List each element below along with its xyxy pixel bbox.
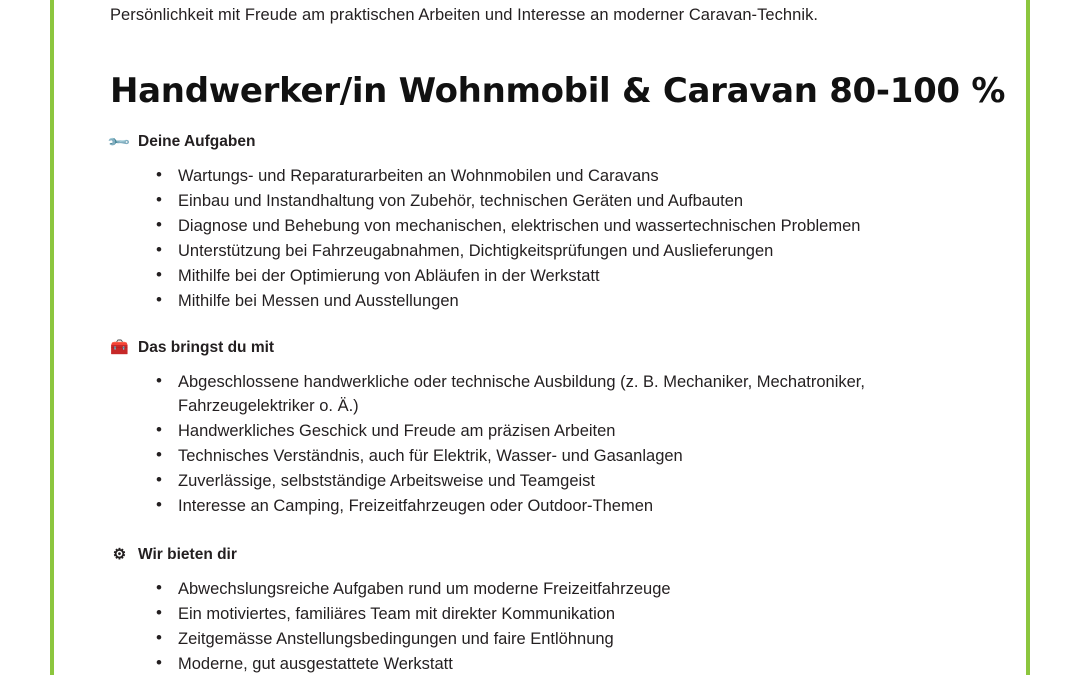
wrench-icon: 🔧 [110,135,129,150]
list-item: • Handwerkliches Geschick und Freude am präzisen Arbeiten [110,419,990,444]
section-heading [110,133,990,151]
section-das-bringst-du-mit [110,339,990,519]
list-item: • Abwechslungsreiche Aufgaben rund um moderne Freizeitfahrzeuge [110,577,990,602]
list-item: • Zuverlässige, selbstständige Arbeitsweise und Teamgeist [110,469,990,494]
list-item: • Wartungs- und Reparaturarbeiten an Wohnmobilen und Caravans [110,164,990,189]
list-item: • Mithilfe bei der Optimierung von Abläufen in der Werkstatt [110,264,990,289]
document-content [110,0,990,675]
left-accent-rule [50,0,54,675]
page-title: Handwerker/in Wohnmobil & Caravan 80-100 % [110,71,990,111]
gear-icon: ⚙ [110,547,129,562]
section-heading [110,339,990,357]
bullet-list [110,577,990,676]
section-heading-label: Deine Aufgaben [138,133,255,151]
toolbox-icon: 🧰 [110,340,129,355]
list-item: • Diagnose und Behebung von mechanischen, elektrischen und wassertechnischen Problemen [110,214,990,239]
list-item: • Moderne, gut ausgestattete Werkstatt [110,652,990,676]
list-item: • Mithilfe bei Messen und Ausstellungen [110,289,990,314]
section-deine-aufgaben [110,133,990,314]
list-item: • Einbau und Instandhaltung von Zubehör, technischen Geräten und Aufbauten [110,189,990,214]
list-item: • Abgeschlossene handwerkliche oder technische Ausbildung (z. B. Mechaniker, Mechatroniker, Fahrzeugelektriker o. Ä.) [110,370,990,419]
list-item: • Technisches Verständnis, auch für Elektrik, Wasser- und Gasanlagen [110,444,990,469]
right-accent-rule [1026,0,1030,675]
list-item: • Zeitgemässe Anstellungsbedingungen und faire Entlöhnung [110,627,990,652]
bullet-list [110,370,990,519]
section-heading [110,546,990,564]
list-item: • Interesse an Camping, Freizeitfahrzeugen oder Outdoor-Themen [110,494,990,519]
list-item: • Unterstützung bei Fahrzeugabnahmen, Dichtigkeitsprüfungen und Auslieferungen [110,239,990,264]
section-heading-label: Das bringst du mit [138,339,274,357]
section-heading-label: Wir bieten dir [138,546,237,564]
bullet-list [110,164,990,314]
intro-paragraph: Persönlichkeit mit Freude am praktischen Arbeiten und Interesse an moderner Caravan-Technik. [110,0,990,26]
section-wir-bieten-dir [110,546,990,676]
list-item: • Ein motiviertes, familiäres Team mit direkter Kommunikation [110,602,990,627]
